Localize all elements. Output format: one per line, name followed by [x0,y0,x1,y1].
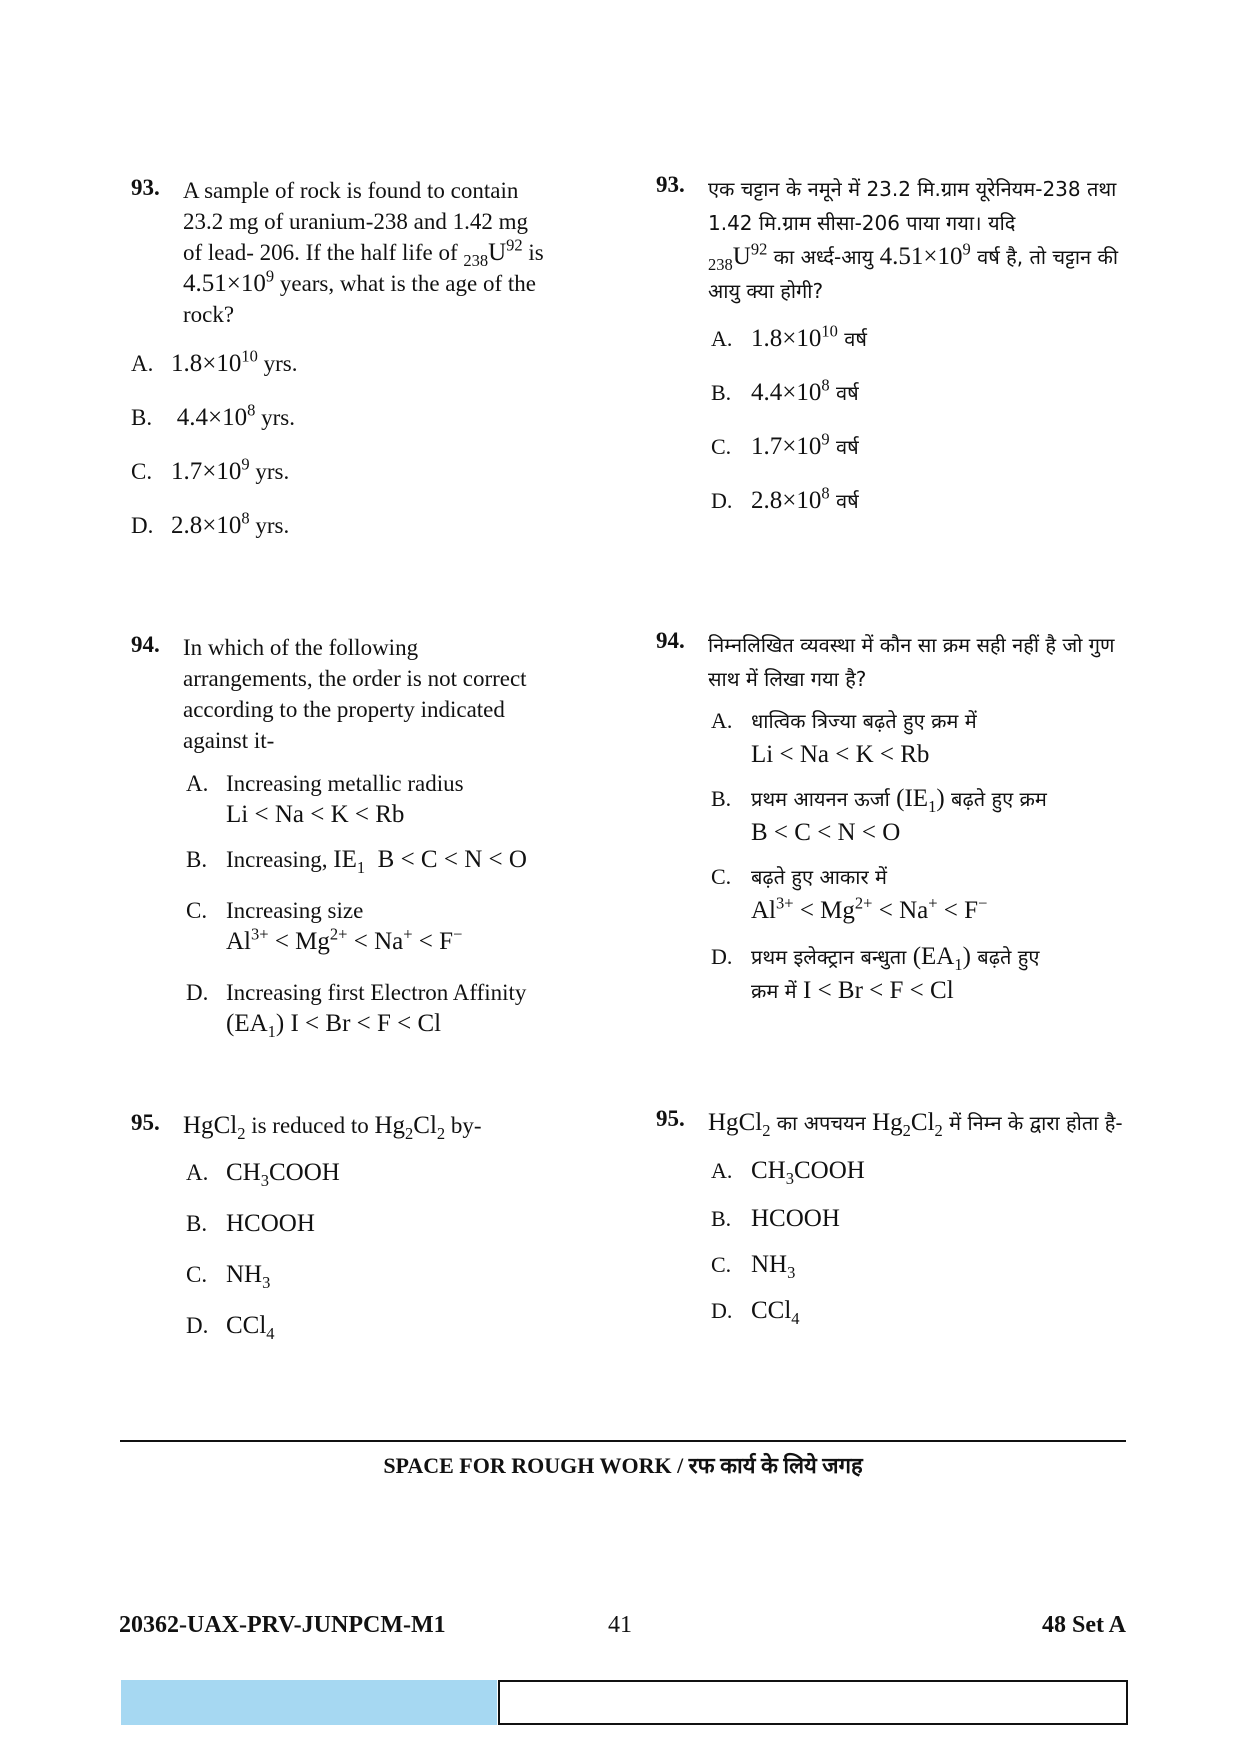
question-text: निम्नलिखित व्यवस्था में कौन सा क्रम सही नहीं है जो गुण साथ में लिखा गया है? [708,633,1115,691]
option-d[interactable]: D. $2.8\times 10^8$ वर्ष [711,483,859,514]
question-93-en [131,175,546,541]
option-d[interactable]: D. CCl$_4$ [711,1297,800,1328]
question-number: 94. [131,632,160,657]
question-95-hi [656,1106,1126,1328]
option-b[interactable]: B. प्रथम आयनन ऊर्जा $(IE_1)$ बढ़ते हुए क्रम B < C < N < O [711,785,1047,846]
option-b[interactable]: B. HCOOH [711,1205,840,1232]
option-a[interactable]: A. $CH_3COOH$ [711,1157,865,1188]
question-text: HgCl$_2$ is reduced to $Hg_2Cl_2$ by- [183,1112,482,1143]
question-text: HgCl$_2$ का अपचयन $Hg_2Cl_2$ में निम्न के द्वारा होता है- [708,1109,1123,1140]
option-c[interactable]: C. $1.7\times 10^9$ yrs. [131,454,290,485]
question-text: In which of the following arrangements, the order is not correct according to the property indicated against it- [183,635,527,753]
option-a[interactable]: A. Increasing metallic radius Li < Na < K < Rb [186,771,464,828]
paper-code: 20362-UAX-PRV-JUNPCM-M1 [119,1612,446,1638]
rough-work-heading: SPACE FOR ROUGH WORK / रफ कार्य के लिये जगह [383,1453,863,1478]
option-d[interactable]: D. $2.8\times 10^8$ yrs. [131,508,290,539]
option-a[interactable]: A. धात्विक त्रिज्या बढ़ते हुए क्रम में Li < Na < K < Rb [711,708,977,768]
question-94-hi [656,628,1126,1008]
option-d[interactable]: D. CCl$_4$ [186,1312,275,1343]
option-b[interactable]: B. Increasing, $IE_1$ B < C < N < O [186,846,527,877]
question-number: 93. [131,175,160,200]
question-text: A sample of rock is found to contain 23.2 mg of uranium-238 and 1.42 mg of lead- 206. If the half life of $_{238}U^{92}$ is $4.51\times 10^9$ years, what is the age of the rock? [183,178,544,327]
page-number: 41 [608,1612,632,1638]
option-c[interactable]: C. Increasing size $Al^{3+} < Mg^{2+} < Na^+ < F^-$ [186,898,463,955]
option-d[interactable]: D. प्रथम इलेक्ट्रान बन्धुता $(EA_1)$ बढ़ते हुए क्रम में I < Br < F < Cl [711,943,1040,1004]
option-c[interactable]: C. बढ़ते हुए आकार में $Al^{3+} < Mg^{2+} < Na^+ < F^-$ [711,864,988,924]
option-d[interactable]: D. Increasing first Electron Affinity $(EA_1) I < Br < F < Cl$ [186,980,527,1041]
question-number: 94. [656,628,685,653]
option-a[interactable]: A. $1.8\times 10^{10}$ yrs. [131,346,298,377]
question-94-en [131,632,546,1039]
option-a[interactable]: A. $CH_3COOH$ [186,1159,340,1190]
option-c[interactable]: C. $1.7\times 10^9$ वर्ष [711,429,859,460]
question-93-hi [656,172,1126,518]
color-bar [121,1680,497,1725]
option-b[interactable]: B. HCOOH [186,1210,315,1237]
set-label: 48 Set A [1042,1612,1126,1638]
option-b[interactable]: B. $4.4\times 10^8$ वर्ष [711,375,859,406]
option-c[interactable]: C. $NH_3$ [711,1251,796,1282]
divider-line [120,1440,1126,1442]
option-c[interactable]: C. $NH_3$ [186,1261,271,1292]
question-number: 95. [131,1110,160,1135]
option-a[interactable]: A. $1.8\times 10^{10}$ वर्ष [711,321,867,352]
question-text: एक चट्टान के नमूने में 23.2 मि.ग्राम यूरेनियम-238 तथा 1.42 मि.ग्राम सीसा-206 पाया गया। यदि $_{238}U^{92}$ का अर्ध्द-आयु $4.51\times 10^9$ वर्ष है, तो चट्टान की आयु क्या होगी? [708,177,1119,303]
question-number: 93. [656,172,685,197]
option-b[interactable]: B. $4.4\times 10^8$ yrs. [131,400,295,431]
question-95-en [131,1110,546,1341]
empty-box [498,1680,1128,1725]
question-number: 95. [656,1106,685,1131]
